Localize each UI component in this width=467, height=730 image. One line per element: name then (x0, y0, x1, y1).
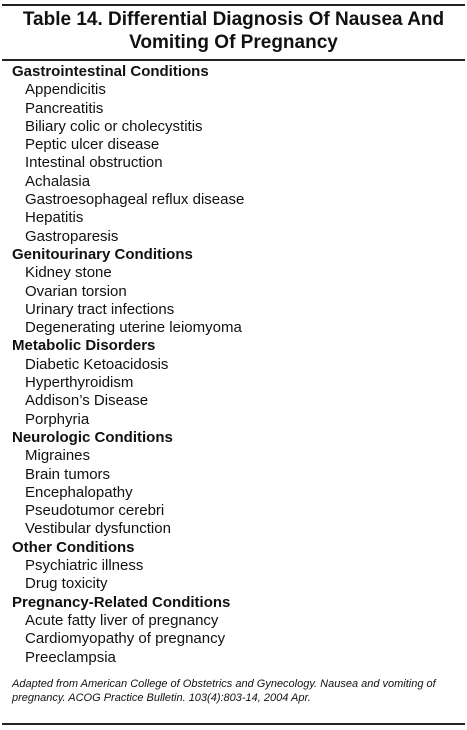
table-title: Table 14. Differential Diagnosis Of Nausea And Vomiting Of Pregnancy (22, 9, 445, 53)
section-metabolic (12, 337, 452, 428)
list-item: Vestibular dysfunction (25, 520, 171, 538)
section-heading: Pregnancy-Related Conditions (12, 593, 231, 611)
list-item: Achalasia (25, 172, 91, 190)
list-item: Peptic ulcer disease (25, 136, 160, 154)
list-item: Gastroparesis (25, 227, 119, 245)
list-item: Cardiomyopathy of pregnancy (25, 630, 226, 648)
section-heading: Metabolic Disorders (12, 337, 156, 355)
list-item: Encephalopathy (25, 483, 133, 501)
title-divider (2, 59, 465, 61)
list-item: Hyperthyroidism (25, 374, 134, 392)
list-item: Degenerating uterine leiomyoma (25, 319, 242, 337)
list-item: Preeclampsia (25, 648, 116, 666)
list-item: Acute fatty liver of pregnancy (25, 611, 219, 629)
list-item: Hepatitis (25, 209, 84, 227)
section-pregnancy-related (12, 594, 452, 667)
list-item: Drug toxicity (25, 575, 108, 593)
list-item: Biliary colic or cholecystitis (25, 117, 203, 135)
section-neurologic (12, 429, 452, 539)
list-item: Addison’s Disease (25, 392, 149, 410)
list-item: Ovarian torsion (25, 282, 127, 300)
section-heading: Genitourinary Conditions (12, 245, 193, 263)
section-heading: Neurologic Conditions (12, 428, 173, 446)
list-item: Porphyria (25, 410, 90, 428)
section-heading: Gastrointestinal Conditions (12, 63, 209, 80)
list-item: Appendicitis (25, 81, 106, 99)
list-item: Pseudotumor cerebri (25, 502, 165, 520)
list-item: Intestinal obstruction (25, 154, 163, 172)
source-footnote: Adapted from American College of Obstetrics and Gynecology. Nausea and vomiting of pregnancy. ACOG Practice Bulletin. 103(4):803-14, 2004 Apr. (12, 678, 436, 704)
list-item: Psychiatric illness (25, 557, 144, 575)
list-item: Urinary tract infections (25, 300, 175, 318)
section-gastrointestinal (12, 63, 452, 246)
section-other (12, 539, 452, 594)
list-item: Diabetic Ketoacidosis (25, 355, 169, 373)
list-item: Gastroesophageal reflux disease (25, 191, 245, 209)
section-genitourinary (12, 246, 452, 337)
list-item: Migraines (25, 447, 91, 465)
bottom-rule (2, 723, 465, 725)
list-item: Pancreatitis (25, 99, 104, 117)
section-heading: Other Conditions (12, 538, 135, 556)
top-rule (2, 4, 465, 6)
diagnosis-list (12, 63, 452, 667)
list-item: Kidney stone (25, 264, 112, 282)
list-item: Brain tumors (25, 465, 111, 483)
